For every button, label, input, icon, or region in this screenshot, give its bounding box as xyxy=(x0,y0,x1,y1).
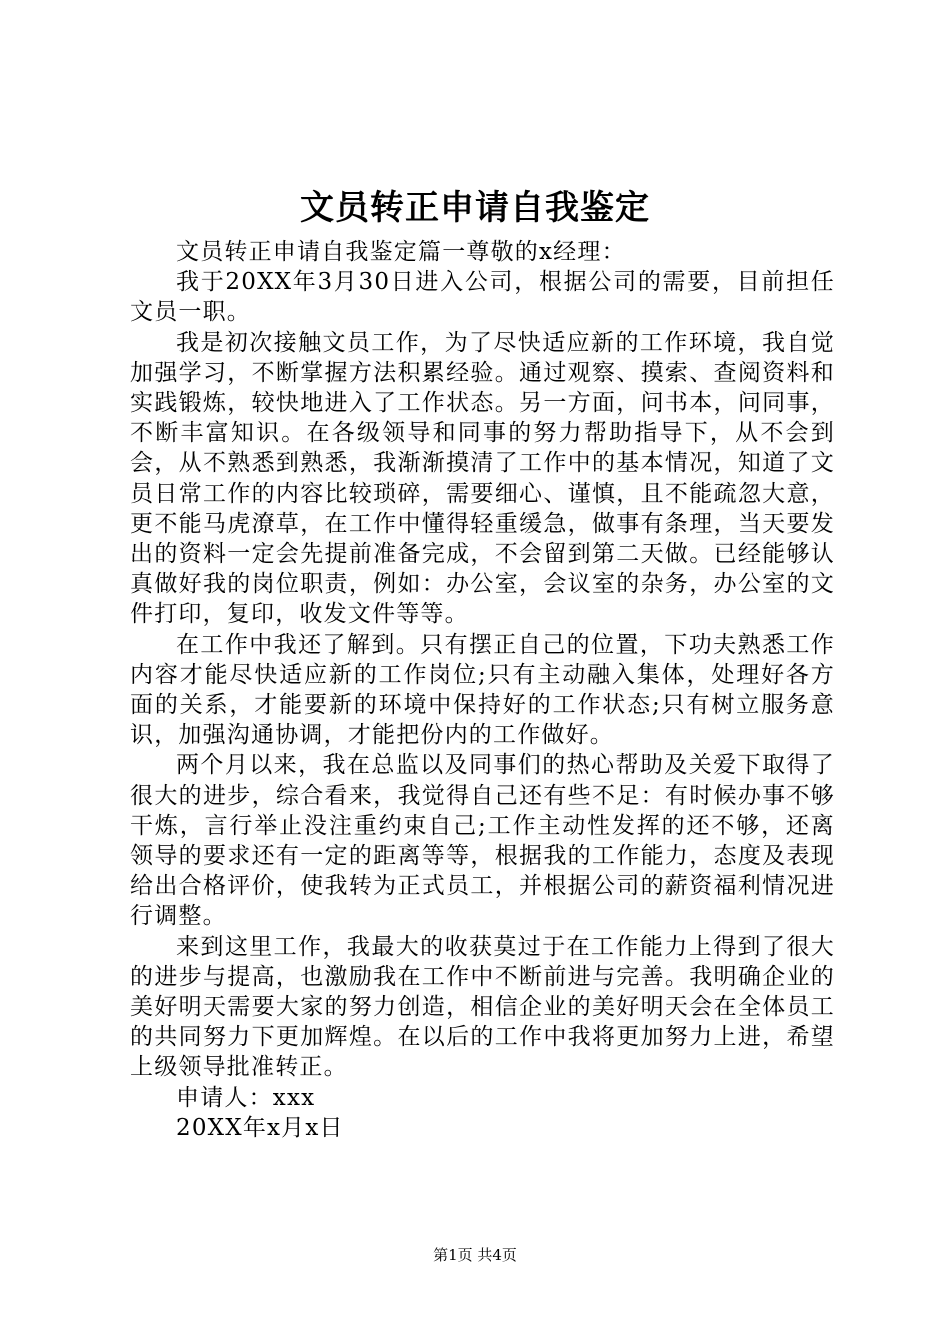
page-footer: 第1页 共4页 xyxy=(433,1246,517,1264)
body-paragraph: 来到这里工作，我最大的收获莫过于在工作能力上得到了很大的进步与提高，也激励我在工作中不断前进与完善。我明确企业的美好明天需要大家的努力创造，相信企业的美好明天会在全体员工的共同努力下更加辉煌。在以后的工作中我将更加努力上进，希望上级领导批准转正。 xyxy=(130,933,835,1081)
body-paragraph: 我于20XX年3月30日进入公司，根据公司的需要，目前担任文员一职。 xyxy=(130,269,835,326)
date-line: 20XX年x月x日 xyxy=(176,1114,344,1141)
body-paragraph: 我是初次接触文员工作，为了尽快适应新的工作环境，我自觉加强学习，不断掌握方法积累经验。通过观察、摸索、查阅资料和实践锻炼，较快地进入了工作状态。另一方面，问书本，问同事，不断丰富知识。在各级领导和同事的努力帮助指导下，从不会到会，从不熟悉到熟悉，我渐渐摸清了工作中的基本情况，知道了文员日常工作的内容比较琐碎，需要细心、谨慎，且不能疏忽大意，更不能马虎潦草，在工作中懂得轻重缓急，做事有条理，当天要发出的资料一定会先提前准备完成，不会留到第二天做。已经能够认真做好我的岗位职责，例如：办公室，会议室的杂务，办公室的文件打印，复印，收发文件等等。 xyxy=(130,329,835,628)
document-body xyxy=(130,237,835,1143)
body-paragraph: 两个月以来，我在总监以及同事们的热心帮助及关爱下取得了很大的进步，综合看来，我觉得自己还有些不足：有时候办事不够干炼，言行举止没注重约束自己;工作主动性发挥的还不够，还离领导的要求还有一定的距离等等，根据我的工作能力，态度及表现给出合格评价，使我转为正式员工，并根据公司的薪资福利情况进行调整。 xyxy=(130,752,835,930)
signature-line: 申请人：xxx xyxy=(176,1084,316,1111)
page-title: 文员转正申请自我鉴定 xyxy=(300,188,650,228)
salutation-paragraph: 文员转正申请自我鉴定篇一尊敬的x经理： xyxy=(176,239,626,265)
body-paragraph: 在工作中我还了解到。只有摆正自己的位置，下功夫熟悉工作内容才能尽快适应新的工作岗位;只有主动融入集体，处理好各方面的关系，才能要新的环境中保持好的工作状态;只有树立服务意识，加强沟通协调，才能把份内的工作做好。 xyxy=(130,631,835,749)
